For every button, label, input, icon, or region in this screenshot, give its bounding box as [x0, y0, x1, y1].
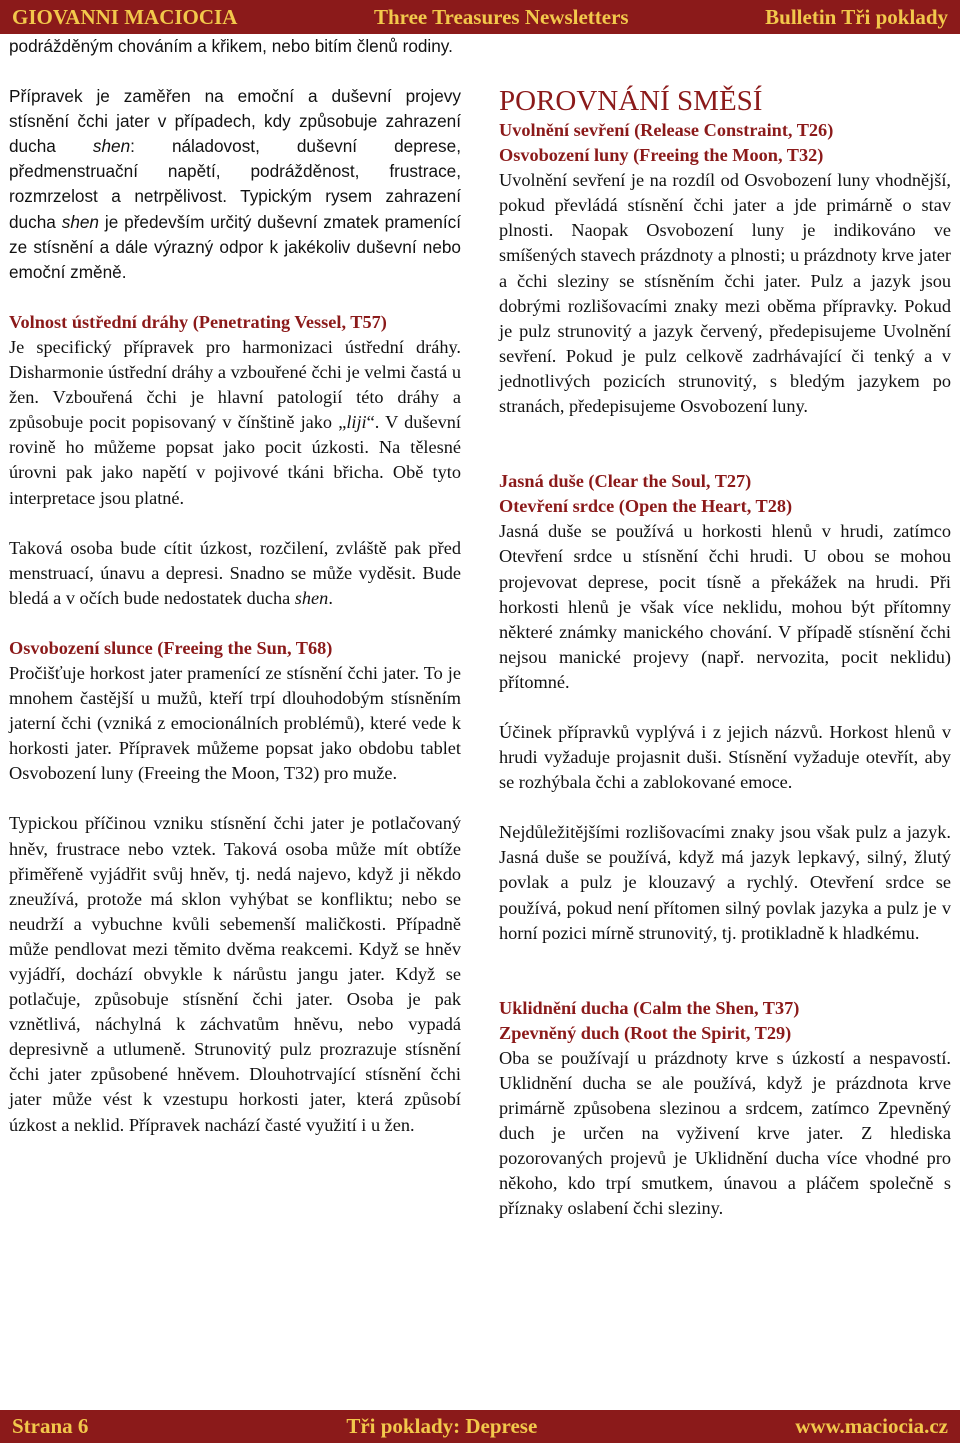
paragraph-comparison-2: Jasná duše se používá u horkosti hlenů v hrudi, zatímco Otevření srdce u stísnění čchi hrudi. U obou se mohou projevovat deprese, pocit tísně a překážek na hrudi. Při horkosti hlenů je však více neklidu, mohou být přítomny některé známky manického chování. V případě stísnění čchi nejsou manické projevy (např. nervozita, pocit neklidu) přítomné. — [499, 521, 951, 692]
term-shen: shen — [61, 211, 99, 232]
heading-open-the-heart: Otevření srdce (Open the Heart, T28) — [499, 496, 793, 517]
text-run: je především určitý duševní zmatek pramenící ze stísnění a dále výrazný odpor k jakékoliv duševní nebo emoční změně. — [9, 211, 461, 282]
header-newsletter: Three Treasures Newsletters — [373, 4, 629, 29]
left-column — [9, 34, 461, 1138]
paragraph-comparison-3: Účinek přípravků vyplývá i z jejich názvů. Horkost hlenů v hrudi vyžaduje projasnit duši. Stísnění vyžaduje otevřít, aby se rozhýbala čchi a zablokované emoce. — [499, 721, 951, 793]
term-liji: liji — [346, 412, 367, 433]
heading-penetrating-vessel: Volnost ústřední dráhy (Penetrating Vessel, T57) — [9, 311, 387, 332]
page-header — [0, 0, 960, 34]
term-shen: shen — [92, 136, 131, 157]
header-author: GIOVANNI MACIOCIA — [12, 4, 238, 29]
page-footer — [0, 1410, 960, 1443]
text-run: . — [328, 587, 333, 608]
section-title-comparison: POROVNÁNÍ SMĚSÍ — [499, 85, 763, 117]
paragraph-penetrating-vessel — [9, 335, 461, 511]
heading-calm-the-shen: Uklidnění ducha (Calm the Shen, T37) — [499, 997, 800, 1018]
paragraph-shen-intro — [9, 84, 461, 285]
heading-clear-the-soul: Jasná duše (Clear the Soul, T27) — [499, 471, 752, 492]
paragraph-continued: podrážděným chováním a křikem, nebo bitím členů rodiny. — [9, 36, 453, 56]
term-shen: shen — [294, 587, 329, 608]
paragraph-anxiety — [9, 536, 461, 611]
paragraph-comparison-1: Uvolnění sevření je na rozdíl od Osvobození luny vhodnější, pokud převládá stísnění čchi jater a jde primárně o stav plnosti. Naopak Osvobození luny je indikováno ve smíšených stavech prázdnoty a plnosti; u prázdnoty krve jater a čchi sleziny se stísněním čchi jater. Pulz a jazyk jsou dobrými rozlišovacími znaky mezi oběma přípravky. Pokud je pulz strunovitý a jazyk červený, předepisujeme Uvolnění sevření. Pokud je pulz celkově zadrhávající či tenký a v jednotlivých pozicích strunovitý, s bledým jazykem po stranách, předepisujeme Osvobození luny. — [499, 170, 951, 417]
paragraph-comparison-4: Nejdůležitějšími rozlišovacími znaky jsou však pulz a jazyk. Jasná duše se používá, když má jazyk lepkavý, silný, žlutý povlak a pulz je klouzavý a rychlý. Otevření srdce se používá, pokud není přítomen silný povlak jazyka a pulz je v horní pozici mírně strunovitý, tj. protikladně k hladkému. — [499, 822, 951, 943]
text-run: : náladovost, duševní deprese, předmenstruační napětí, podrážděnost, frustrace, rozmrzelost a netrpělivost. Typickým rysem zahrazení ducha — [9, 136, 461, 232]
paragraph-liver-qi: Typickou příčinou vzniku stísnění čchi jater je potlačovaný hněv, frustrace nebo vztek. Taková osoba může mít obtíže přiměřeně vyjádřit svůj hněv, tj. nedá najevo, když ji někdo zneužívá, protože má sklon vyhýbat se konfliktu; nebo se neudrží a vybuchne kvůli sebemenší maličkosti. Případně může pendlovat mezi těmito dvěma reakcemi. Když se hněv vyjádří, dochází obvykle k nárůstu jangu jater. Když se potlačuje, způsobuje stísnění čchi jater. Osoba je pak vznětlivá, náchylná k záchvatům hněvu, nebo vypadá depresivně a utlumeně. Strunovitý pulz prozrazuje stísnění čchi jater způsobené hněvem. Dlouhotrvající stísnění čchi jater může vést k vzestupu horkosti jater, která způsobí úzkost a neklid. Přípravek nachází časté využití i u žen. — [9, 813, 461, 1135]
heading-freeing-the-sun: Osvobození slunce (Freeing the Sun, T68) — [9, 637, 333, 658]
paragraph-comparison-5: Oba se používají u prázdnoty krve s úzkostí a nespavostí. Uklidnění ducha se ale používá, když je prázdnota krve primárně způsobena slezinou a srdcem, zatímco Zpevněný duch je určen na vyživení krve jater. Z hlediska pozorovaných projevů je Uklidnění ducha více vhodné pro někoho, kdo trpí smutkem, únavou a pláčem společně s příznaky oslabení čchi sleziny. — [499, 1047, 951, 1219]
text-run: Přípravek je zaměřen na emoční a duševní projevy stísnění čchi jater v případech, kdy způsobuje zahrazení ducha — [9, 86, 461, 157]
text-run: Je specifický přípravek pro harmonizaci ústřední dráhy. Disharmonie ústřední dráhy a vzbouřené čchi je velmi častá u žen. Vzbouřená čchi je hlavní patologií této dráhy a způsobuje pocit popisovaný v čínštině jako „ — [9, 336, 461, 433]
footer-website-link[interactable]: www.maciocia.cz — [795, 1414, 948, 1438]
right-column — [499, 34, 951, 1222]
heading-root-the-spirit: Zpevněný duch (Root the Spirit, T29) — [499, 1022, 792, 1043]
paragraph-freeing-the-sun: Pročišťuje horkost jater pramenící ze stísnění čchi jater. To je mnohem častější u mužů, kteří trpí dlouhodobým stísněním jaterní čchi (vzniká z emocionálních problémů), které vede k horkosti jater. Přípravek můžeme popsat jako obdobu tablet Osvobození luny (Freeing the Moon, T32) pro muže. — [9, 662, 461, 784]
header-bulletin: Bulletin Tři poklady — [765, 4, 948, 29]
text-run: “. V duševní rovině ho můžeme popsat jako pocit úzkosti. Na tělesné úrovni pak jako napětí v pojivové tkáni břicha. Obě tyto interpretace jsou platné. — [9, 412, 461, 508]
footer-issue-title: Tři poklady: Deprese — [346, 1414, 538, 1438]
footer-page-number: Strana 6 — [12, 1414, 89, 1438]
text-run: Taková osoba bude cítit úzkost, rozčilení, zvláště pak před menstruací, únavu a depresi. Snadno se může vyděsit. Bude bledá a v očích bude nedostatek ducha — [9, 537, 461, 608]
heading-freeing-the-moon: Osvobození luny (Freeing the Moon, T32) — [499, 145, 824, 166]
heading-release-constraint: Uvolnění sevření (Release Constraint, T26) — [499, 120, 834, 140]
